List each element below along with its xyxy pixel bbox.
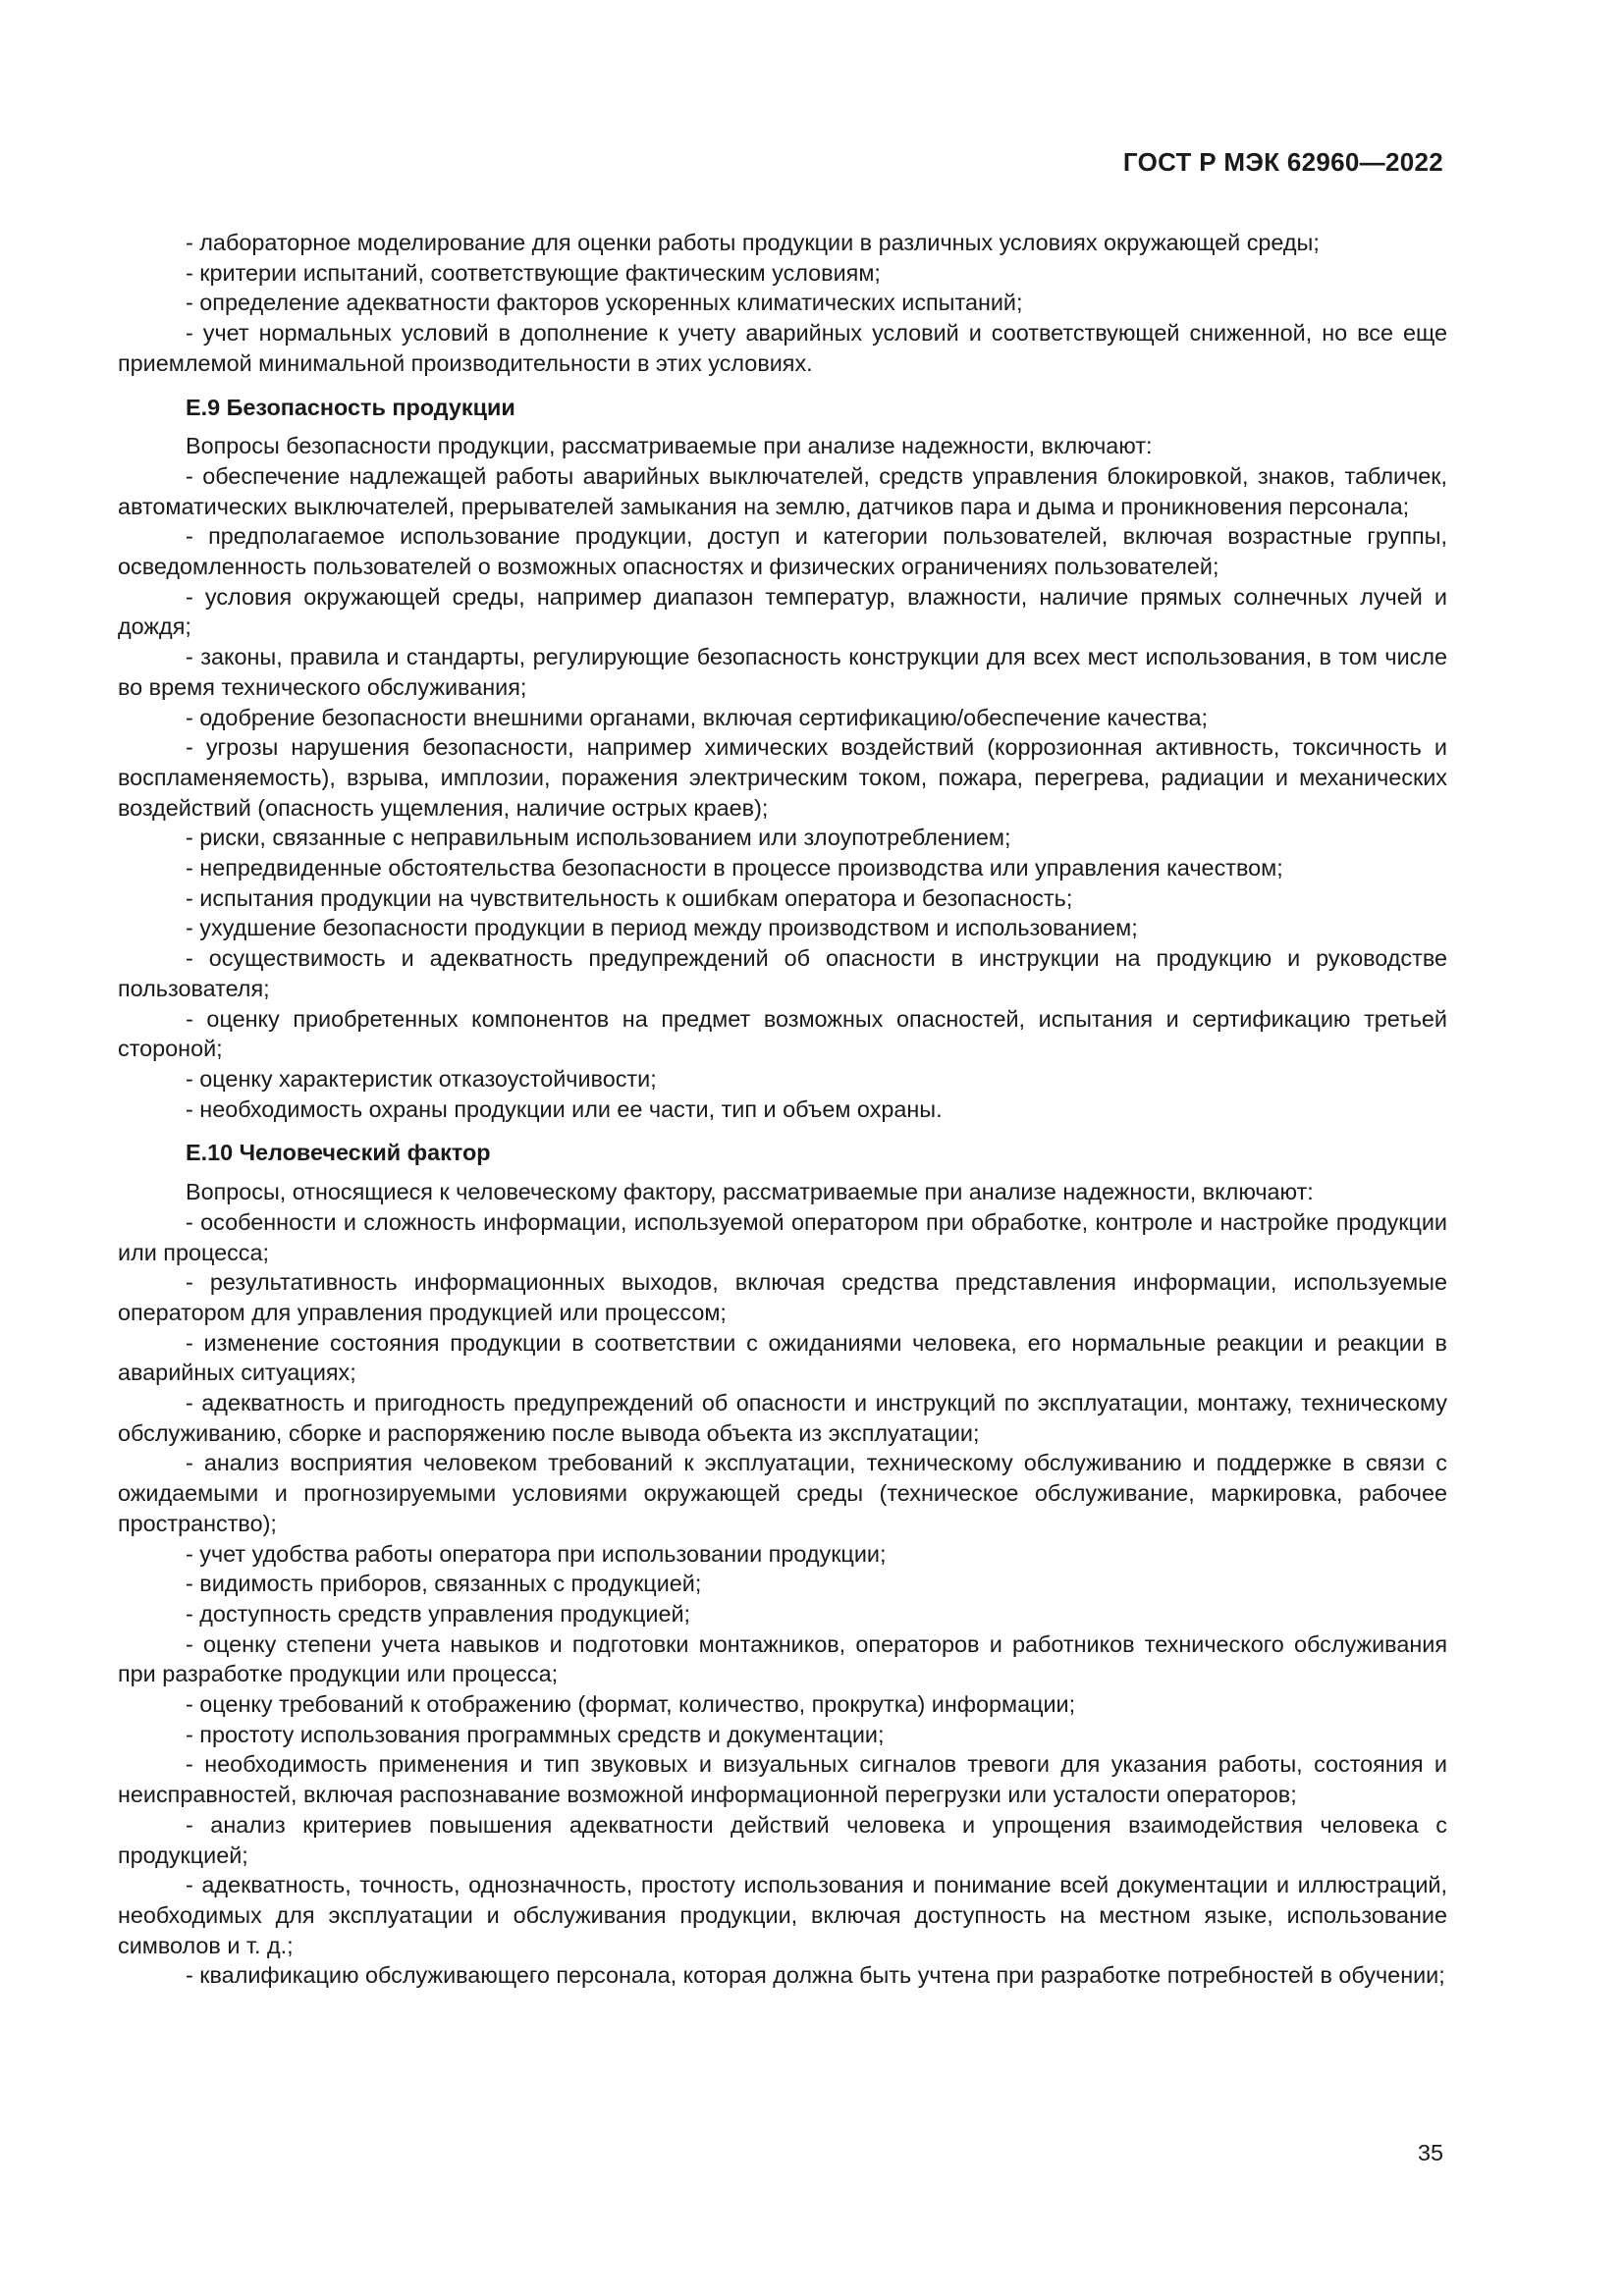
list-item: - учет удобства работы оператора при использовании продукции; (186, 1540, 887, 1567)
list-item: - необходимость применения и тип звуковых и визуальных сигналов тревоги для указания работы, состояния и неисправностей, включая распознавание возможной информационной перегрузки или усталости операторов; (118, 1751, 1447, 1808)
list-item: - риски, связанные с неправильным использованием или злоупотреблением; (186, 825, 1011, 851)
list-item: - непредвиденные обстоятельства безопасности в процессе производства или управления качеством; (186, 855, 1283, 881)
list-item: - учет нормальных условий в дополнение к учету аварийных условий и соответствующей сниженной, но все еще приемлемой минимальной производительности в этих условиях. (118, 320, 1447, 376)
list-item: - адекватность, точность, однозначность, простоту использования и понимание всей документации и иллюстраций, необходимых для эксплуатации и обслуживания продукции, включая доступность на местном языке, использование символов и т. д.; (118, 1872, 1447, 1958)
list-item: - критерии испытаний, соответствующие фактическим условиям; (186, 259, 881, 286)
list-item: - угрозы нарушения безопасности, например химических воздействий (коррозионная активность, токсичность и воспламеняемость), взрыва, имплозии, поражения электрическим током, пожара, перегрева, радиации и механических воздействий (опасность ущемления, наличие острых краев); (118, 734, 1447, 821)
list-item: - обеспечение надлежащей работы аварийных выключателей, средств управления блокировкой, знаков, табличек, автоматических выключателей, прерывателей замыкания на землю, датчиков пара и дыма и проникновения персонала; (118, 462, 1447, 519)
section-heading-e9: Е.9 Безопасность продукции (186, 394, 515, 420)
section-list-e10 (118, 1207, 1447, 1991)
list-item: - квалификацию обслуживающего персонала, которая должна быть учтена при разработке потребностей в обучении; (186, 1962, 1445, 1989)
list-item: - оценку характеристик отказоустойчивости; (186, 1065, 657, 1092)
list-item: - изменение состояния продукции в соответствии с ожиданиями человека, его нормальные реакции и реакции в аварийных ситуациях; (118, 1329, 1447, 1386)
section-list-e9 (118, 461, 1447, 1124)
list-item: - ухудшение безопасности продукции в период между производством и использованием; (186, 915, 1138, 941)
list-item: - испытания продукции на чувствительность к ошибкам оператора и безопасность; (186, 884, 1073, 911)
list-item: - предполагаемое использование продукции, доступ и категории пользователей, включая возрастные группы, осведомленность пользователей о возможных опасностях и физических ограничениях пользователей; (118, 523, 1447, 580)
list-item: - анализ восприятия человеком требований к эксплуатации, техническому обслуживанию и поддержке в связи с ожидаемыми и прогнозируемыми условиями окружающей среды (техническое обслуживание, маркировка, рабочее пространство); (118, 1450, 1447, 1536)
list-item: - лабораторное моделирование для оценки работы продукции в различных условиях окружающей среды; (186, 230, 1320, 255)
list-item: - одобрение безопасности внешними органами, включая сертификацию/обеспечение качества; (186, 704, 1209, 730)
intro-list (118, 228, 1447, 379)
section-lead-e9: Вопросы безопасности продукции, рассматриваемые при анализе надежности, включают: (186, 433, 1153, 459)
list-item: - необходимость охраны продукции или ее части, тип и объем охраны. (186, 1095, 943, 1122)
document-body (118, 228, 1447, 1991)
list-item: - оценку требований к отображению (формат, количество, прокрутка) информации; (186, 1691, 1076, 1718)
list-item: - доступность средств управления продукцией; (186, 1600, 691, 1627)
list-item: - особенности и сложность информации, используемой оператором при обработке, контроле и настройке продукции или процесса; (118, 1208, 1447, 1265)
list-item: - простоту использования программных средств и документации; (186, 1721, 885, 1747)
document-header-id: ГОСТ Р МЭК 62960—2022 (1122, 147, 1443, 177)
list-item: - адекватность и пригодность предупреждений об опасности и инструкций по эксплуатации, монтажу, техническому обслуживанию, сборке и распоряжению после вывода объекта из эксплуатации; (118, 1390, 1447, 1446)
list-item: - видимость приборов, связанных с продукцией; (186, 1571, 702, 1597)
list-item: - результативность информационных выходов, включая средства представления информации, используемые оператором для управления продукцией или процессом; (118, 1269, 1447, 1325)
list-item: - условия окружающей среды, например диапазон температур, влажности, наличие прямых солнечных лучей и дождя; (118, 583, 1447, 640)
list-item: - оценку приобретенных компонентов на предмет возможных опасностей, испытания и сертификацию третьей стороной; (118, 1005, 1447, 1062)
section-lead-e10: Вопросы, относящиеся к человеческому фактору, рассматриваемые при анализе надежности, включают: (186, 1179, 1314, 1205)
list-item: - оценку степени учета навыков и подготовки монтажников, операторов и работников технического обслуживания при разработке продукции или процесса; (118, 1630, 1447, 1687)
section-heading-e10: Е.10 Человеческий фактор (186, 1140, 491, 1166)
page-number: 35 (1417, 2140, 1443, 2165)
list-item: - законы, правила и стандарты, регулирующие безопасность конструкции для всех мест использования, в том числе во время технического обслуживания; (118, 644, 1447, 700)
list-item: - осуществимость и адекватность предупреждений об опасности в инструкции на продукцию и руководстве пользователя; (118, 945, 1447, 1001)
list-item: - анализ критериев повышения адекватности действий человека и упрощения взаимодействия человека с продукцией; (118, 1811, 1447, 1868)
list-item: - определение адекватности факторов ускоренных климатических испытаний; (186, 290, 1023, 316)
